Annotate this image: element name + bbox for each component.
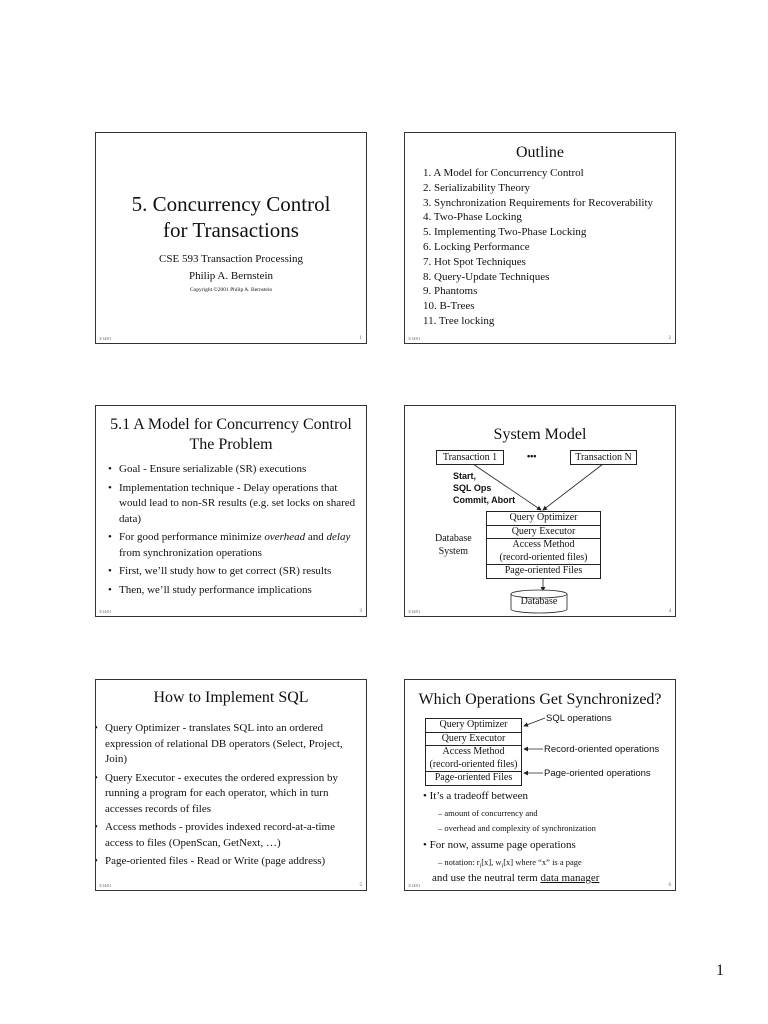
slide-1 xyxy=(95,132,367,344)
list-item: • Query Executor - executes the ordered expression by running a program for each operator, which in turn accesses records of files xyxy=(95,771,354,818)
slide-date: 3/14/01 xyxy=(408,609,421,614)
list-item: 8. Query-Update Techniques xyxy=(423,270,550,283)
text: For now, assume page operations xyxy=(429,839,576,851)
slide-title: Outline xyxy=(516,144,564,161)
text: Access Method xyxy=(512,539,575,550)
list-item: 1. A Model for Concurrency Control xyxy=(423,167,584,179)
bullet-list xyxy=(108,462,358,601)
underlined-term: data manager xyxy=(540,872,600,884)
list-item: 2. Serializability Theory xyxy=(423,181,531,194)
list-item: 6. Locking Performance xyxy=(423,240,530,253)
list-item: 9. Phantoms xyxy=(423,285,478,298)
bullet-tradeoff: • It’s a tradeoff between xyxy=(423,790,529,802)
list-item: 3. Synchronization Requirements for Recoverability xyxy=(423,196,654,209)
text: from synchronization operations xyxy=(119,546,262,559)
slide-title: System Model xyxy=(493,426,587,443)
text: (record-oriented files) xyxy=(429,758,518,770)
slide-6 xyxy=(404,679,676,891)
page-number: 1 xyxy=(716,962,724,979)
list-item: • Then, we’ll study performance implications xyxy=(108,583,358,599)
slide-number: 1 xyxy=(359,336,362,341)
transaction-n-box: Transaction N xyxy=(570,450,637,465)
list-item: 5. Implementing Two-Phase Locking xyxy=(423,226,587,239)
list-item: • Implementation technique - Delay operations that would lead to non-SR results (e.g. set locks on shared data) xyxy=(108,481,358,528)
text: – notation: r xyxy=(438,857,480,867)
text: and xyxy=(305,531,327,543)
text: and use the neutral term xyxy=(432,872,541,884)
layer: Query Optimizer xyxy=(426,719,521,733)
text: Database xyxy=(435,533,472,544)
text: [x], w xyxy=(481,857,502,867)
title-line-1: 5.1 A Model for Concurrency Control xyxy=(110,416,352,433)
layer xyxy=(426,746,521,771)
operations-label xyxy=(453,470,515,506)
emphasis: delay xyxy=(326,531,351,543)
text: Access Method xyxy=(442,746,505,757)
bullet-page-ops: • For now, assume page operations xyxy=(423,839,576,851)
list-item: • First, we’ll study how to get correct (SR) results xyxy=(108,564,358,580)
list-item: 11. Tree locking xyxy=(423,314,495,327)
sub-bullet: – amount of concurrency and xyxy=(438,808,538,818)
dbms-layer-stack xyxy=(425,718,522,786)
sql-operations-label: SQL operations xyxy=(546,713,612,724)
slide-number: 2 xyxy=(668,336,671,341)
slide-2 xyxy=(404,132,676,344)
course-name: CSE 593 Transaction Processing xyxy=(159,253,303,265)
arrow-line xyxy=(543,464,603,510)
slide-number: 3 xyxy=(359,609,362,614)
layer: Query Executor xyxy=(426,733,521,747)
page-operations-label: Page-oriented operations xyxy=(544,768,651,779)
layer: Page-oriented Files xyxy=(487,564,600,578)
slide-4 xyxy=(404,405,676,617)
list-item: • Goal - Ensure serializable (SR) executions xyxy=(108,462,358,478)
title-line-1: 5. Concurrency Control xyxy=(131,192,331,216)
text: System xyxy=(438,546,469,557)
list-item: • Query Optimizer - translates SQL into an ordered expression of relational DB operators (Select, Project, Join) xyxy=(95,721,354,768)
database-system-label xyxy=(435,532,472,558)
slide-3 xyxy=(95,405,367,617)
list-item: 4. Two-Phase Locking xyxy=(423,211,522,224)
layer xyxy=(487,539,600,564)
slide-date: 3/14/01 xyxy=(99,609,112,614)
list-item xyxy=(108,530,358,561)
list-item: 10. B-Trees xyxy=(423,300,475,313)
text: Start, xyxy=(453,471,477,481)
layer: Query Optimizer xyxy=(487,512,600,526)
text: SQL Ops xyxy=(453,483,492,493)
subscript: i xyxy=(501,863,504,870)
copyright: Copyright ©2001 Philip A. Bernstein xyxy=(189,287,273,293)
slide-number: 5 xyxy=(359,883,362,888)
layer: Page-oriented Files xyxy=(426,771,521,785)
emphasis: overhead xyxy=(264,531,306,543)
list-item: • Access methods - provides indexed record-at-a-time access to files (OpenScan, GetNext, …) xyxy=(95,820,354,851)
slide-date: 3/14/01 xyxy=(99,336,112,341)
dbms-layer-stack xyxy=(486,511,601,579)
text: It’s a tradeoff between xyxy=(429,790,529,802)
list-item: 7. Hot Spot Techniques xyxy=(423,255,526,268)
slide-number: 4 xyxy=(668,609,671,614)
ellipsis: ••• xyxy=(527,451,537,461)
database-label: Database xyxy=(520,596,558,607)
outline-list xyxy=(423,166,653,329)
text: (record-oriented files) xyxy=(499,551,588,563)
slide-title xyxy=(96,415,366,455)
text: [x] where “x” is a page xyxy=(503,857,582,867)
title-line-2: The Problem xyxy=(189,436,273,453)
slide-date: 3/14/01 xyxy=(99,883,112,888)
slide-title: Which Operations Get Synchronized? xyxy=(418,691,662,708)
subscript: i xyxy=(479,863,482,870)
slide-5 xyxy=(95,679,367,891)
text: For good performance minimize xyxy=(119,531,265,543)
sub-bullet: – overhead and complexity of synchronization xyxy=(438,823,596,833)
record-operations-label: Record-oriented operations xyxy=(544,744,660,755)
list-item: • Page-oriented files - Read or Write (page address) xyxy=(95,854,354,870)
slide-date: 3/14/01 xyxy=(408,336,421,341)
arrow-line xyxy=(524,718,545,726)
slide-number: 6 xyxy=(668,883,671,888)
slide-title xyxy=(96,191,366,243)
slide-title: How to Implement SQL xyxy=(153,689,309,706)
transaction-1-box: Transaction 1 xyxy=(436,450,504,465)
closing-line xyxy=(432,872,599,884)
author-name: Philip A. Bernstein xyxy=(188,270,274,282)
text: Commit, Abort xyxy=(453,495,516,505)
slide-date: 3/14/01 xyxy=(408,883,421,888)
layer: Query Executor xyxy=(487,526,600,540)
sub-bullet-notation xyxy=(438,857,582,870)
bullet-list xyxy=(95,721,354,873)
title-line-2: for Transactions xyxy=(163,218,299,242)
